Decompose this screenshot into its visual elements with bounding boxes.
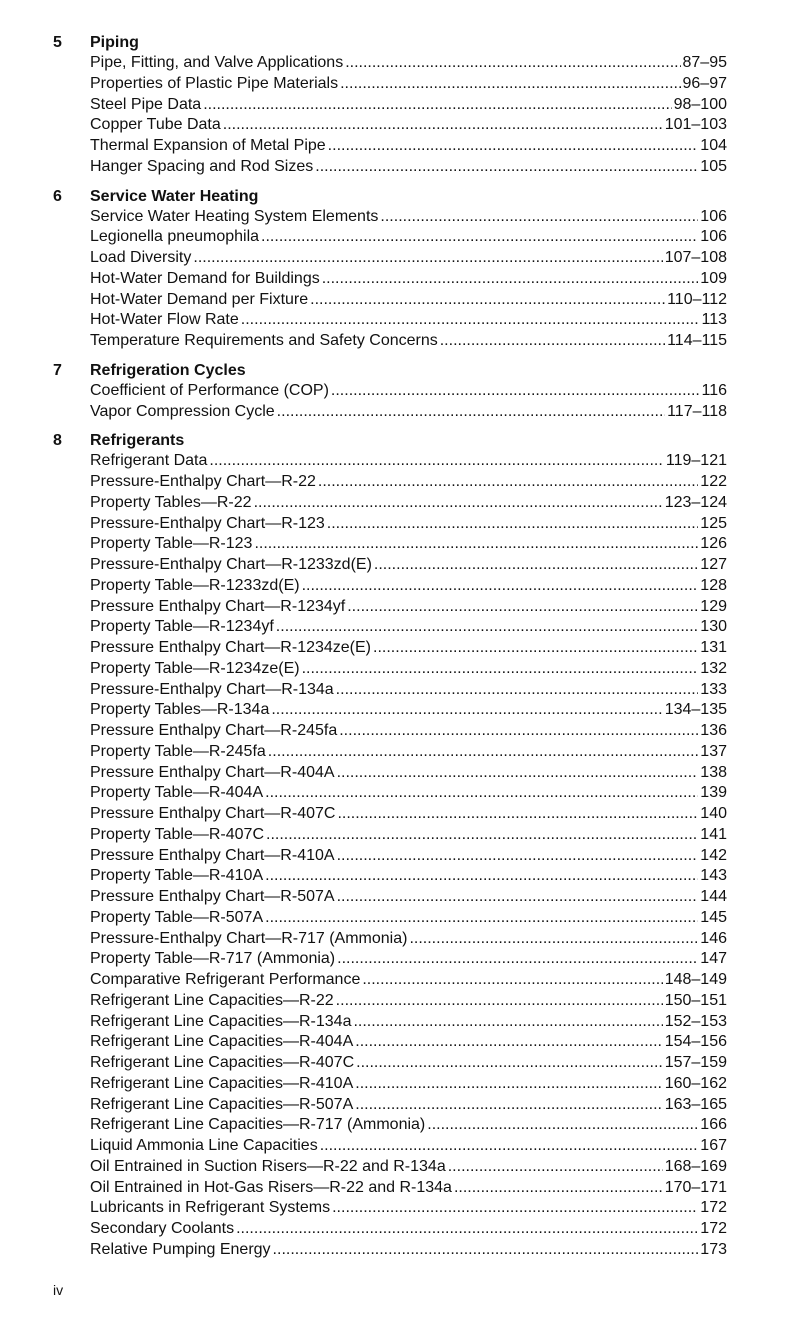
dot-leader	[347, 597, 698, 618]
toc-entry-title: Pressure Enthalpy Chart—R-1234yf	[90, 597, 346, 615]
toc-entry[interactable]	[90, 680, 727, 701]
toc-entry-page: 107–108	[664, 249, 727, 266]
toc-entry-page: 168–169	[664, 1157, 727, 1175]
toc-entry-title: Property Table—R-717 (Ammonia)	[90, 950, 336, 968]
page-folio: iv	[53, 1282, 64, 1298]
toc-entry[interactable]	[90, 804, 727, 825]
toc-entry[interactable]	[90, 74, 727, 95]
toc-entry-title: Steel Pipe Data	[90, 95, 202, 113]
toc-entry-page: 152–153	[664, 1012, 727, 1030]
toc-entry-page: 139	[700, 784, 727, 802]
dot-leader	[209, 451, 664, 472]
dot-leader	[337, 763, 699, 784]
toc-entry[interactable]	[90, 866, 727, 887]
toc-entry-title: Comparative Refrigerant Performance	[90, 971, 361, 988]
toc-entry[interactable]	[90, 846, 727, 867]
toc-entry-page: 106	[700, 228, 727, 246]
toc-entry-title: Pressure-Enthalpy Chart—R-134a	[90, 680, 334, 698]
toc-entry-page: 105	[700, 157, 727, 175]
toc-entry-title: Refrigerant Line Capacities—R-717 (Ammonia)	[90, 1116, 426, 1134]
toc-entry-title: Refrigerant Line Capacities—R-507A	[90, 1095, 354, 1113]
dot-leader	[261, 227, 698, 248]
toc-entry[interactable]	[90, 617, 727, 638]
toc-entry[interactable]	[90, 763, 727, 784]
toc-entry-page: 137	[700, 742, 727, 760]
dot-leader	[336, 991, 663, 1012]
toc-entry-page: 167	[700, 1137, 727, 1154]
toc-entry-page: 110–112	[667, 290, 727, 308]
toc-entry-title: Vapor Compression Cycle	[90, 402, 275, 420]
chapter-number: 8	[53, 432, 62, 450]
toc-entry-title: Pressure Enthalpy Chart—R-407C	[90, 805, 336, 822]
toc-entry-title: Property Table—R-407C	[90, 825, 265, 843]
toc-entry-title: Property Tables—R-134a	[90, 701, 270, 719]
dot-leader	[440, 331, 665, 352]
dot-leader	[337, 846, 699, 867]
toc-entry[interactable]	[90, 1115, 727, 1136]
toc-entry-page: 136	[700, 722, 727, 739]
dot-leader	[427, 1115, 698, 1136]
toc-entry-page: 87–95	[682, 54, 727, 71]
toc-entry[interactable]	[90, 1198, 727, 1219]
toc-entry-title: Liquid Ammonia Line Capacities	[90, 1137, 318, 1154]
toc-entry-page: 140	[700, 805, 727, 822]
toc-entry-title: Refrigerant Line Capacities—R-404A	[90, 1033, 354, 1051]
chapter-title: Refrigerants	[90, 432, 185, 450]
toc-entry-title: Property Table—R-507A	[90, 908, 264, 926]
toc-entry[interactable]	[90, 1136, 727, 1157]
toc-entry[interactable]	[90, 248, 727, 269]
toc-entry[interactable]	[90, 310, 727, 331]
dot-leader	[355, 1032, 662, 1053]
toc-entry-title: Hot-Water Demand for Buildings	[90, 269, 320, 287]
toc-entry-title: Property Table—R-245fa	[90, 742, 266, 760]
dot-leader	[254, 534, 698, 555]
toc-entry-title: Properties of Plastic Pipe Materials	[90, 74, 339, 92]
toc-entry[interactable]	[90, 493, 727, 514]
chapter-number: 6	[53, 187, 62, 205]
toc-entry-title: Pressure-Enthalpy Chart—R-717 (Ammonia)	[90, 929, 408, 947]
dot-leader	[331, 381, 700, 402]
toc-entry[interactable]	[90, 136, 727, 157]
toc-entry-title: Service Water Heating System Elements	[90, 207, 379, 225]
toc-entry-title: Property Table—R-404A	[90, 784, 264, 802]
toc-entry-title: Oil Entrained in Suction Risers—R-22 and R-134a	[90, 1157, 446, 1175]
toc-entry-page: 123–124	[664, 493, 727, 511]
chapter-heading	[53, 431, 727, 451]
toc-entry[interactable]	[90, 929, 727, 950]
toc-entry-page: 160–162	[664, 1074, 727, 1092]
chapter-section	[53, 187, 727, 352]
chapter-section	[53, 431, 727, 1260]
toc-entry-title: Relative Pumping Energy	[90, 1240, 271, 1258]
toc-entry-title: Property Tables—R-22	[90, 493, 252, 511]
toc-entry[interactable]	[90, 157, 727, 178]
toc-entry-title: Pressure Enthalpy Chart—R-245fa	[90, 722, 338, 739]
toc-entry[interactable]	[90, 638, 727, 659]
toc-entry-page: 134–135	[664, 701, 727, 719]
toc-entry-title: Property Table—R-1233zd(E)	[90, 576, 300, 594]
chapter-title: Piping	[90, 34, 139, 51]
dot-leader	[336, 680, 699, 701]
dot-leader	[345, 53, 680, 74]
dot-leader	[356, 1053, 663, 1074]
toc-entry-title: Pressure-Enthalpy Chart—R-22	[90, 473, 316, 490]
chapter-heading	[53, 187, 727, 207]
toc-entry-title: Thermal Expansion of Metal Pipe	[90, 137, 326, 154]
toc-entry-page: 154–156	[664, 1033, 727, 1051]
dot-leader	[265, 783, 698, 804]
toc-entry-page: 127	[700, 556, 727, 573]
toc-entry-page: 129	[700, 597, 727, 615]
toc-entry[interactable]	[90, 514, 727, 535]
toc-entry[interactable]	[90, 970, 727, 991]
dot-leader	[315, 157, 698, 178]
toc-entry-page: 142	[700, 846, 727, 864]
toc-entry[interactable]	[90, 290, 727, 311]
toc-entry-page: 147	[700, 950, 727, 968]
toc-entry-page: 172	[700, 1220, 727, 1237]
toc-entry[interactable]	[90, 534, 727, 555]
toc-entry[interactable]	[90, 887, 727, 908]
toc-entry[interactable]	[90, 331, 727, 352]
dot-leader	[355, 1074, 662, 1095]
chapter-title: Service Water Heating	[90, 187, 259, 205]
toc-entry[interactable]	[90, 95, 727, 116]
toc-entry[interactable]	[90, 1095, 727, 1116]
toc-entry[interactable]	[90, 381, 727, 402]
toc-entry[interactable]	[90, 1157, 727, 1178]
toc-entry-title: Refrigerant Line Capacities—R-134a	[90, 1012, 352, 1030]
toc-entry-title: Oil Entrained in Hot-Gas Risers—R-22 and R-134a	[90, 1178, 452, 1196]
toc-entry[interactable]	[90, 742, 727, 763]
dot-leader	[223, 115, 663, 136]
toc-entry[interactable]	[90, 227, 727, 248]
toc-entry-page: 109	[700, 269, 727, 287]
toc-entry-page: 117–118	[667, 402, 727, 420]
dot-leader	[302, 659, 699, 680]
toc-entry[interactable]	[90, 555, 727, 576]
dot-leader	[362, 970, 662, 991]
toc-entry-page: 98–100	[673, 95, 727, 113]
toc-entry[interactable]	[90, 783, 727, 804]
dot-leader	[193, 248, 662, 269]
chapter-heading	[53, 33, 727, 53]
toc-entry-title: Legionella pneumophila	[90, 228, 260, 246]
toc-entry-page: 125	[700, 514, 727, 532]
toc-entry-page: 132	[700, 659, 727, 677]
toc-entry-title: Pressure Enthalpy Chart—R-404A	[90, 763, 335, 781]
chapter-heading	[53, 361, 727, 381]
toc-entry[interactable]	[90, 402, 727, 423]
toc-entry-title: Pressure Enthalpy Chart—R-507A	[90, 888, 335, 905]
toc-entry-page: 113	[701, 311, 727, 329]
toc-entry-title: Property Table—R-1234yf	[90, 618, 274, 636]
dot-leader	[373, 638, 698, 659]
toc-entry[interactable]	[90, 991, 727, 1012]
dot-leader	[454, 1178, 663, 1199]
toc-entry-title: Pressure-Enthalpy Chart—R-1233zd(E)	[90, 556, 372, 573]
toc-entry-page: 148–149	[664, 971, 727, 988]
toc-entry-title: Coefficient of Performance (COP)	[90, 381, 329, 399]
toc-entry-page: 138	[700, 763, 727, 781]
toc-entry[interactable]	[90, 53, 727, 74]
toc-entry[interactable]	[90, 700, 727, 721]
toc-entry-page: 130	[700, 618, 727, 636]
toc-entry-page: 128	[700, 576, 727, 594]
dot-leader	[337, 887, 699, 908]
toc-entry[interactable]	[90, 269, 727, 290]
dot-leader	[310, 290, 665, 311]
toc-entry-page: 144	[700, 888, 727, 905]
dot-leader	[271, 700, 662, 721]
toc-entry-title: Refrigerant Data	[90, 452, 208, 470]
toc-entry-page: 96–97	[682, 74, 727, 92]
toc-entry-title: Refrigerant Line Capacities—R-407C	[90, 1054, 355, 1071]
toc-entry-title: Hot-Water Demand per Fixture	[90, 290, 309, 308]
dot-leader	[265, 866, 698, 887]
dot-leader	[265, 908, 698, 929]
toc-entry-page: 131	[700, 639, 727, 656]
toc-entry-page: 133	[700, 680, 727, 698]
toc-entry[interactable]	[90, 472, 727, 493]
dot-leader	[236, 1219, 698, 1240]
toc-entry-title: Refrigerant Line Capacities—R-410A	[90, 1074, 354, 1092]
dot-leader	[241, 310, 700, 331]
toc-entry-page: 173	[700, 1240, 727, 1258]
toc-entry[interactable]	[90, 1032, 727, 1053]
toc-entry-page: 126	[700, 535, 727, 553]
toc-entry-page: 166	[700, 1116, 727, 1134]
toc-entry-title: Hot-Water Flow Rate	[90, 311, 239, 329]
toc-entry-title: Lubricants in Refrigerant Systems	[90, 1199, 331, 1217]
chapter-section	[53, 361, 727, 423]
toc-entry[interactable]	[90, 115, 727, 136]
toc-entry-page: 141	[700, 825, 727, 843]
toc-entry-page: 106	[700, 207, 727, 225]
chapter-title: Refrigeration Cycles	[90, 361, 246, 379]
dot-leader	[318, 472, 698, 493]
toc-entry-page: 163–165	[664, 1095, 727, 1113]
toc-entry-title: Load Diversity	[90, 249, 192, 266]
dot-leader	[374, 555, 698, 576]
dot-leader	[266, 825, 698, 846]
dot-leader	[322, 269, 699, 290]
table-of-contents	[53, 33, 727, 1270]
toc-entry-title: Temperature Requirements and Safety Concerns	[90, 332, 438, 349]
dot-leader	[268, 742, 699, 763]
toc-entry[interactable]	[90, 1240, 727, 1261]
dot-leader	[337, 804, 698, 825]
dot-leader	[337, 949, 698, 970]
toc-entry-title: Secondary Coolants	[90, 1220, 235, 1237]
toc-entry-page: 104	[700, 137, 727, 154]
toc-entry-page: 101–103	[664, 116, 727, 134]
dot-leader	[327, 514, 699, 535]
toc-entry[interactable]	[90, 949, 727, 970]
chapter-number: 5	[53, 34, 62, 51]
chapter-number: 7	[53, 361, 62, 379]
toc-entry[interactable]	[90, 1178, 727, 1199]
dot-leader	[203, 95, 671, 116]
dot-leader	[380, 207, 698, 228]
toc-entry-title: Pressure Enthalpy Chart—R-1234ze(E)	[90, 639, 372, 656]
toc-entry-title: Refrigerant Line Capacities—R-22	[90, 991, 334, 1009]
toc-entry[interactable]	[90, 1053, 727, 1074]
toc-entry-title: Copper Tube Data	[90, 116, 221, 134]
toc-entry-title: Pipe, Fitting, and Valve Applications	[90, 54, 344, 71]
toc-entry-title: Property Table—R-123	[90, 535, 253, 553]
dot-leader	[328, 136, 699, 157]
dot-leader	[277, 402, 665, 423]
toc-entry-page: 170–171	[664, 1178, 727, 1196]
toc-entry[interactable]	[90, 1074, 727, 1095]
toc-entry[interactable]	[90, 1012, 727, 1033]
dot-leader	[332, 1198, 698, 1219]
dot-leader	[273, 1240, 699, 1261]
toc-entry-page: 146	[700, 929, 727, 947]
chapter-section	[53, 33, 727, 178]
toc-entry-title: Pressure Enthalpy Chart—R-410A	[90, 846, 335, 864]
dot-leader	[409, 929, 698, 950]
dot-leader	[320, 1136, 699, 1157]
toc-entry-page: 119–121	[665, 452, 727, 470]
toc-entry[interactable]	[90, 597, 727, 618]
toc-entry-page: 145	[700, 908, 727, 926]
toc-entry[interactable]	[90, 908, 727, 929]
toc-entry-title: Property Table—R-410A	[90, 867, 264, 885]
dot-leader	[355, 1095, 662, 1116]
toc-entry[interactable]	[90, 451, 727, 472]
toc-entry[interactable]	[90, 207, 727, 228]
dot-leader	[254, 493, 663, 514]
toc-entry-page: 116	[701, 381, 727, 399]
toc-entry[interactable]	[90, 825, 727, 846]
toc-entry-page: 150–151	[664, 991, 727, 1009]
dot-leader	[302, 576, 699, 597]
toc-entry-page: 122	[700, 473, 727, 490]
dot-leader	[276, 617, 699, 638]
toc-entry-page: 157–159	[664, 1054, 727, 1071]
dot-leader	[448, 1157, 663, 1178]
toc-entry[interactable]	[90, 659, 727, 680]
dot-leader	[353, 1012, 662, 1033]
toc-entry-page: 172	[700, 1199, 727, 1217]
toc-entry-page: 114–115	[667, 332, 727, 349]
toc-entry-title: Property Table—R-1234ze(E)	[90, 659, 300, 677]
toc-entry-title: Hanger Spacing and Rod Sizes	[90, 157, 314, 175]
dot-leader	[340, 74, 680, 95]
dot-leader	[339, 721, 698, 742]
toc-entry[interactable]	[90, 1219, 727, 1240]
toc-entry[interactable]	[90, 721, 727, 742]
toc-entry-page: 143	[700, 867, 727, 885]
toc-entry-title: Pressure-Enthalpy Chart—R-123	[90, 514, 325, 532]
toc-entry[interactable]	[90, 576, 727, 597]
